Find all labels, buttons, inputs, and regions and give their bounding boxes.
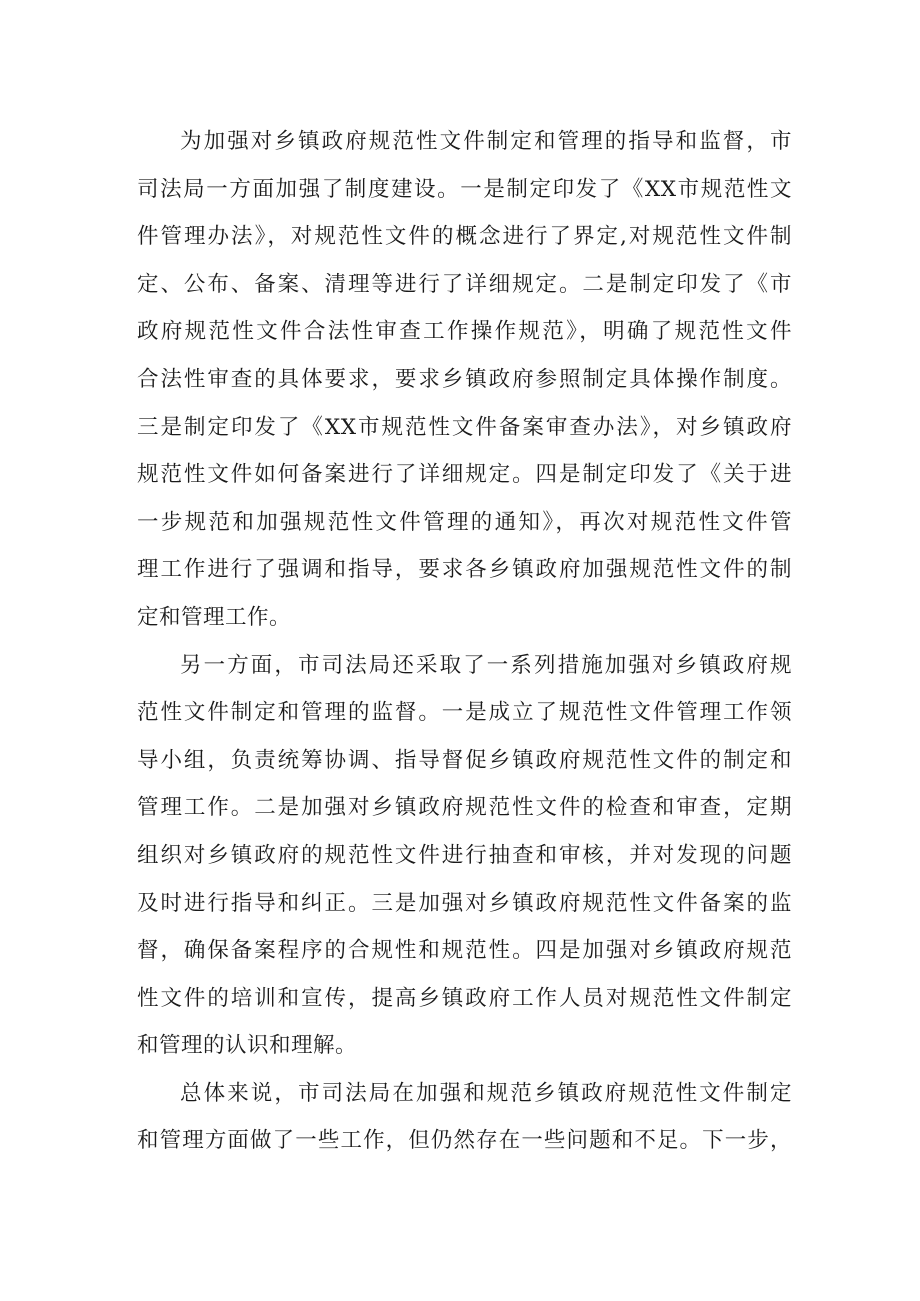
paragraph-line: 管理工作。二是加强对乡镇政府规范性文件的检查和审查，定期 bbox=[137, 795, 792, 821]
paragraph-line: 规范性文件如何备案进行了详细规定。四是制定印发了《关于进 bbox=[137, 462, 792, 488]
paragraph-line: 定和管理工作。 bbox=[137, 604, 292, 630]
paragraph-line: 司法局一方面加强了制度建设。一是制定印发了《XX市规范性文 bbox=[137, 176, 792, 202]
paragraph-line: 件管理办法》，对规范性文件的概念进行了界定,对规范性文件制 bbox=[137, 224, 792, 250]
paragraph-line: 范性文件制定和管理的监督。一是成立了规范性文件管理工作领 bbox=[137, 700, 792, 726]
paragraph-line: 三是制定印发了《XX市规范性文件备案审查办法》，对乡镇政府 bbox=[137, 414, 792, 440]
paragraph-line: 一步规范和加强规范性文件管理的通知》，再次对规范性文件管 bbox=[137, 509, 792, 535]
paragraph-line: 定、公布、备案、清理等进行了详细规定。二是制定印发了《市 bbox=[137, 271, 792, 297]
paragraph-line: 及时进行指导和纠正。三是加强对乡镇政府规范性文件备案的监 bbox=[137, 890, 792, 916]
paragraph-line: 性文件的培训和宣传，提高乡镇政府工作人员对规范性文件制定 bbox=[137, 985, 792, 1011]
paragraph-line: 和管理方面做了一些工作，但仍然存在一些问题和不足。下一步， bbox=[137, 1128, 792, 1154]
paragraph-line: 总体来说，市司法局在加强和规范乡镇政府规范性文件制定 bbox=[180, 1080, 792, 1106]
paragraph-1 bbox=[137, 118, 792, 642]
paragraph-line: 督，确保备案程序的合规性和规范性。四是加强对乡镇政府规范 bbox=[137, 938, 792, 964]
paragraph-line: 为加强对乡镇政府规范性文件制定和管理的指导和监督，市 bbox=[180, 129, 792, 154]
paragraph-line: 理工作进行了强调和指导，要求各乡镇政府加强规范性文件的制 bbox=[137, 557, 792, 583]
paragraph-line: 另一方面，市司法局还采取了一系列措施加强对乡镇政府规 bbox=[180, 652, 792, 678]
paragraph-2 bbox=[137, 642, 792, 1070]
paragraph-line: 导小组，负责统筹协调、指导督促乡镇政府规范性文件的制定和 bbox=[137, 747, 792, 773]
paragraph-line: 合法性审查的具体要求，要求乡镇政府参照制定具体操作制度。 bbox=[137, 366, 792, 392]
paragraph-3 bbox=[137, 1070, 792, 1165]
document-body bbox=[137, 118, 792, 1165]
paragraph-line: 组织对乡镇政府的规范性文件进行抽查和审核，并对发现的问题 bbox=[137, 842, 792, 868]
paragraph-line: 政府规范性文件合法性审查工作操作规范》，明确了规范性文件 bbox=[137, 319, 792, 345]
paragraph-line: 和管理的认识和理解。 bbox=[137, 1033, 358, 1059]
